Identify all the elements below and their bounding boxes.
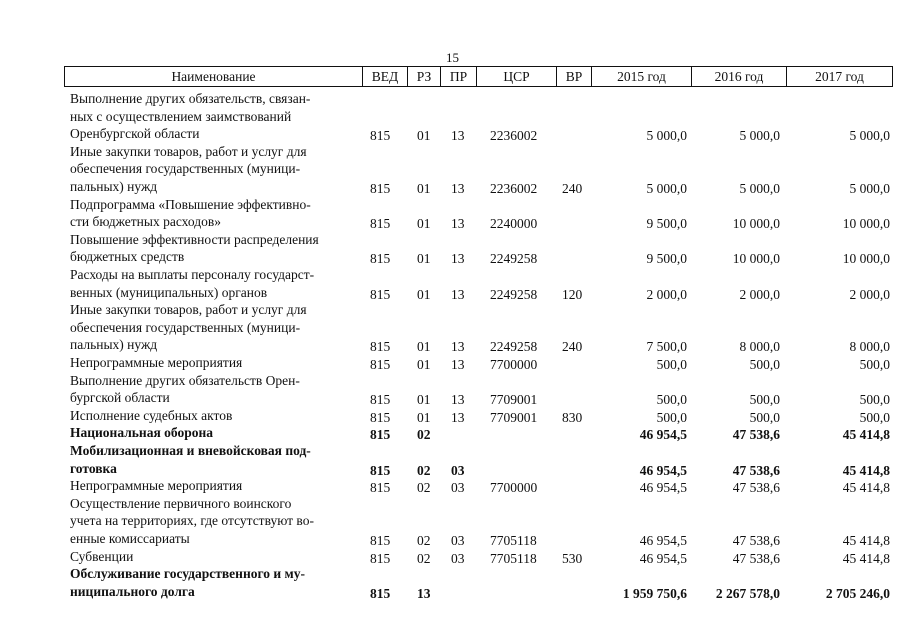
cell-y2016: 2 267 578,0 bbox=[715, 585, 780, 601]
table-row bbox=[0, 565, 905, 600]
cell-rz: 01 bbox=[417, 251, 431, 267]
row-name: Повышение эффективности распределения бюджетных средств bbox=[70, 231, 319, 265]
table-row bbox=[0, 354, 905, 372]
table-row bbox=[0, 548, 905, 566]
cell-ved: 815 bbox=[370, 216, 391, 232]
cell-pr: 03 bbox=[451, 532, 465, 548]
cell-y2017: 500,0 bbox=[859, 392, 890, 408]
table-row bbox=[0, 301, 905, 354]
cell-csr: 2249258 bbox=[490, 339, 538, 355]
row-name: Расходы на выплаты персоналу государст- венных (муниципальных) органов bbox=[70, 267, 315, 300]
row-name: Исполнение судебных актов bbox=[70, 407, 233, 423]
cell-y2017: 45 414,8 bbox=[842, 427, 890, 443]
cell-pr: 03 bbox=[451, 480, 465, 496]
row-name: Иные закупки товаров, работ и услуг для обеспечения государственных (муници- пальных) нужд bbox=[70, 302, 307, 353]
cell-pr: 13 bbox=[451, 357, 465, 372]
cell-rz: 02 bbox=[417, 532, 431, 548]
cell-vr: 240 bbox=[562, 180, 583, 196]
table-row bbox=[0, 442, 905, 477]
row-name: Иные закупки товаров, работ и услуг для обеспечения государственных (муници- пальных) нужд bbox=[70, 143, 307, 194]
header-2015: 2015 год bbox=[591, 67, 691, 86]
cell-y2017: 5 000,0 bbox=[849, 128, 890, 144]
cell-ved: 815 bbox=[370, 409, 391, 425]
cell-y2017: 45 414,8 bbox=[842, 462, 890, 478]
row-name: Непрограммные мероприятия bbox=[70, 355, 243, 370]
cell-y2017: 45 414,8 bbox=[842, 480, 890, 496]
page-number: 15 bbox=[446, 50, 459, 65]
cell-csr: 7700000 bbox=[490, 480, 538, 496]
table-row bbox=[0, 495, 905, 548]
cell-y2015: 500,0 bbox=[656, 409, 687, 425]
header-2017: 2017 год bbox=[786, 67, 892, 86]
cell-rz: 01 bbox=[417, 128, 431, 144]
row-name: Мобилизационная и вневойсковая под- готовка bbox=[70, 443, 311, 476]
cell-y2016: 500,0 bbox=[749, 357, 780, 372]
cell-y2015: 46 954,5 bbox=[639, 427, 687, 443]
cell-pr: 13 bbox=[451, 216, 465, 232]
cell-rz: 01 bbox=[417, 216, 431, 232]
cell-y2017: 10 000,0 bbox=[842, 251, 890, 267]
cell-y2016: 10 000,0 bbox=[732, 216, 780, 232]
cell-y2016: 8 000,0 bbox=[739, 339, 780, 355]
cell-pr: 13 bbox=[451, 180, 465, 196]
header-csr: ЦСР bbox=[476, 67, 556, 86]
cell-csr: 7709001 bbox=[490, 409, 538, 425]
cell-csr: 7700000 bbox=[490, 357, 538, 372]
header-ved: ВЕД bbox=[362, 67, 407, 86]
cell-y2015: 5 000,0 bbox=[646, 180, 687, 196]
cell-csr: 2240000 bbox=[490, 216, 538, 232]
table-row bbox=[0, 424, 905, 442]
cell-y2016: 47 538,6 bbox=[732, 462, 780, 478]
header-name: Наименование bbox=[171, 69, 256, 84]
row-name: Выполнение других обязательств Орен- бургской области bbox=[70, 372, 300, 406]
cell-csr: 7709001 bbox=[490, 392, 538, 408]
cell-y2017: 8 000,0 bbox=[849, 339, 890, 355]
cell-pr: 13 bbox=[451, 392, 465, 408]
cell-vr: 530 bbox=[562, 550, 583, 566]
header-2016: 2016 год bbox=[691, 67, 786, 86]
cell-y2015: 9 500,0 bbox=[646, 251, 687, 267]
cell-rz: 01 bbox=[417, 339, 431, 355]
cell-ved: 815 bbox=[370, 339, 391, 355]
cell-ved: 815 bbox=[370, 480, 391, 496]
header-pr: ПР bbox=[440, 67, 476, 86]
cell-y2016: 10 000,0 bbox=[732, 251, 780, 267]
cell-csr: 2236002 bbox=[490, 128, 538, 144]
cell-y2016: 5 000,0 bbox=[739, 180, 780, 196]
row-name: Субвенции bbox=[70, 548, 134, 564]
cell-y2017: 45 414,8 bbox=[842, 532, 890, 548]
cell-rz: 01 bbox=[417, 409, 431, 425]
cell-rz: 02 bbox=[417, 480, 431, 496]
cell-ved: 815 bbox=[370, 585, 391, 601]
cell-rz: 02 bbox=[417, 462, 431, 478]
cell-csr: 2236002 bbox=[490, 180, 538, 196]
cell-ved: 815 bbox=[370, 532, 391, 548]
cell-rz: 13 bbox=[417, 585, 431, 601]
row-name: Непрограммные мероприятия bbox=[70, 478, 243, 494]
cell-y2016: 500,0 bbox=[749, 409, 780, 425]
cell-pr: 03 bbox=[451, 462, 465, 478]
cell-y2015: 46 954,5 bbox=[639, 480, 687, 496]
cell-y2016: 2 000,0 bbox=[739, 286, 780, 302]
cell-y2016: 5 000,0 bbox=[739, 128, 780, 144]
cell-y2015: 5 000,0 bbox=[646, 128, 687, 144]
cell-y2017: 10 000,0 bbox=[842, 216, 890, 232]
cell-ved: 815 bbox=[370, 427, 391, 443]
cell-ved: 815 bbox=[370, 286, 391, 302]
cell-y2015: 1 959 750,6 bbox=[622, 585, 687, 601]
cell-y2015: 500,0 bbox=[656, 392, 687, 408]
table-row bbox=[0, 90, 905, 143]
cell-csr: 7705118 bbox=[490, 532, 537, 548]
cell-pr: 13 bbox=[451, 251, 465, 267]
cell-rz: 01 bbox=[417, 180, 431, 196]
header-rz: РЗ bbox=[407, 67, 440, 86]
cell-y2015: 46 954,5 bbox=[639, 550, 687, 566]
cell-y2016: 500,0 bbox=[749, 392, 780, 408]
cell-rz: 01 bbox=[417, 392, 431, 408]
row-name: Национальная оборона bbox=[70, 425, 213, 441]
cell-rz: 02 bbox=[417, 427, 431, 443]
table-row bbox=[0, 372, 905, 407]
table-row bbox=[0, 231, 905, 266]
cell-csr: 7705118 bbox=[490, 550, 537, 566]
cell-y2017: 45 414,8 bbox=[842, 550, 890, 566]
cell-y2017: 2 705 246,0 bbox=[825, 585, 890, 601]
cell-y2016: 47 538,6 bbox=[732, 480, 780, 496]
cell-ved: 815 bbox=[370, 392, 391, 408]
table-row bbox=[0, 477, 905, 495]
cell-y2017: 5 000,0 bbox=[849, 180, 890, 196]
cell-pr: 13 bbox=[451, 128, 465, 144]
row-name: Обслуживание государственного и му- ниципального долга bbox=[70, 566, 305, 599]
cell-ved: 815 bbox=[370, 180, 391, 196]
header-vr: ВР bbox=[556, 67, 591, 86]
table-row bbox=[0, 143, 905, 196]
table-row bbox=[0, 266, 905, 301]
cell-ved: 815 bbox=[370, 357, 391, 372]
cell-rz: 01 bbox=[417, 357, 431, 372]
cell-y2017: 500,0 bbox=[859, 357, 890, 372]
cell-vr: 120 bbox=[562, 286, 583, 302]
row-name: Выполнение других обязательств, связан- ных с осуществлением заимствований Оренбургской области bbox=[70, 91, 311, 142]
cell-y2015: 500,0 bbox=[656, 357, 687, 372]
cell-y2016: 47 538,6 bbox=[732, 550, 780, 566]
cell-pr: 13 bbox=[451, 286, 465, 302]
cell-y2015: 46 954,5 bbox=[639, 532, 687, 548]
cell-vr: 240 bbox=[562, 339, 583, 355]
table-row bbox=[0, 196, 905, 231]
cell-pr: 13 bbox=[451, 339, 465, 355]
cell-ved: 815 bbox=[370, 128, 391, 144]
row-name: Подпрограмма «Повышение эффективно- сти бюджетных расходов» bbox=[70, 196, 311, 230]
cell-ved: 815 bbox=[370, 550, 391, 566]
cell-pr: 13 bbox=[451, 409, 465, 425]
cell-y2015: 9 500,0 bbox=[646, 216, 687, 232]
cell-pr: 03 bbox=[451, 550, 465, 566]
table-row bbox=[0, 407, 905, 425]
cell-y2015: 2 000,0 bbox=[646, 286, 687, 302]
cell-y2015: 7 500,0 bbox=[646, 339, 687, 355]
cell-y2015: 46 954,5 bbox=[639, 462, 687, 478]
cell-csr: 2249258 bbox=[490, 286, 538, 302]
cell-vr: 830 bbox=[562, 409, 583, 425]
cell-y2016: 47 538,6 bbox=[732, 532, 780, 548]
cell-csr: 2249258 bbox=[490, 251, 538, 267]
cell-y2017: 500,0 bbox=[859, 409, 890, 425]
cell-ved: 815 bbox=[370, 251, 391, 267]
cell-ved: 815 bbox=[370, 462, 391, 478]
table-header bbox=[64, 66, 893, 87]
cell-rz: 01 bbox=[417, 286, 431, 302]
cell-rz: 02 bbox=[417, 550, 431, 566]
row-name: Осуществление первичного воинского учета на территориях, где отсутствуют во- енные комиссариаты bbox=[70, 495, 314, 546]
cell-y2016: 47 538,6 bbox=[732, 427, 780, 443]
cell-y2017: 2 000,0 bbox=[849, 286, 890, 302]
